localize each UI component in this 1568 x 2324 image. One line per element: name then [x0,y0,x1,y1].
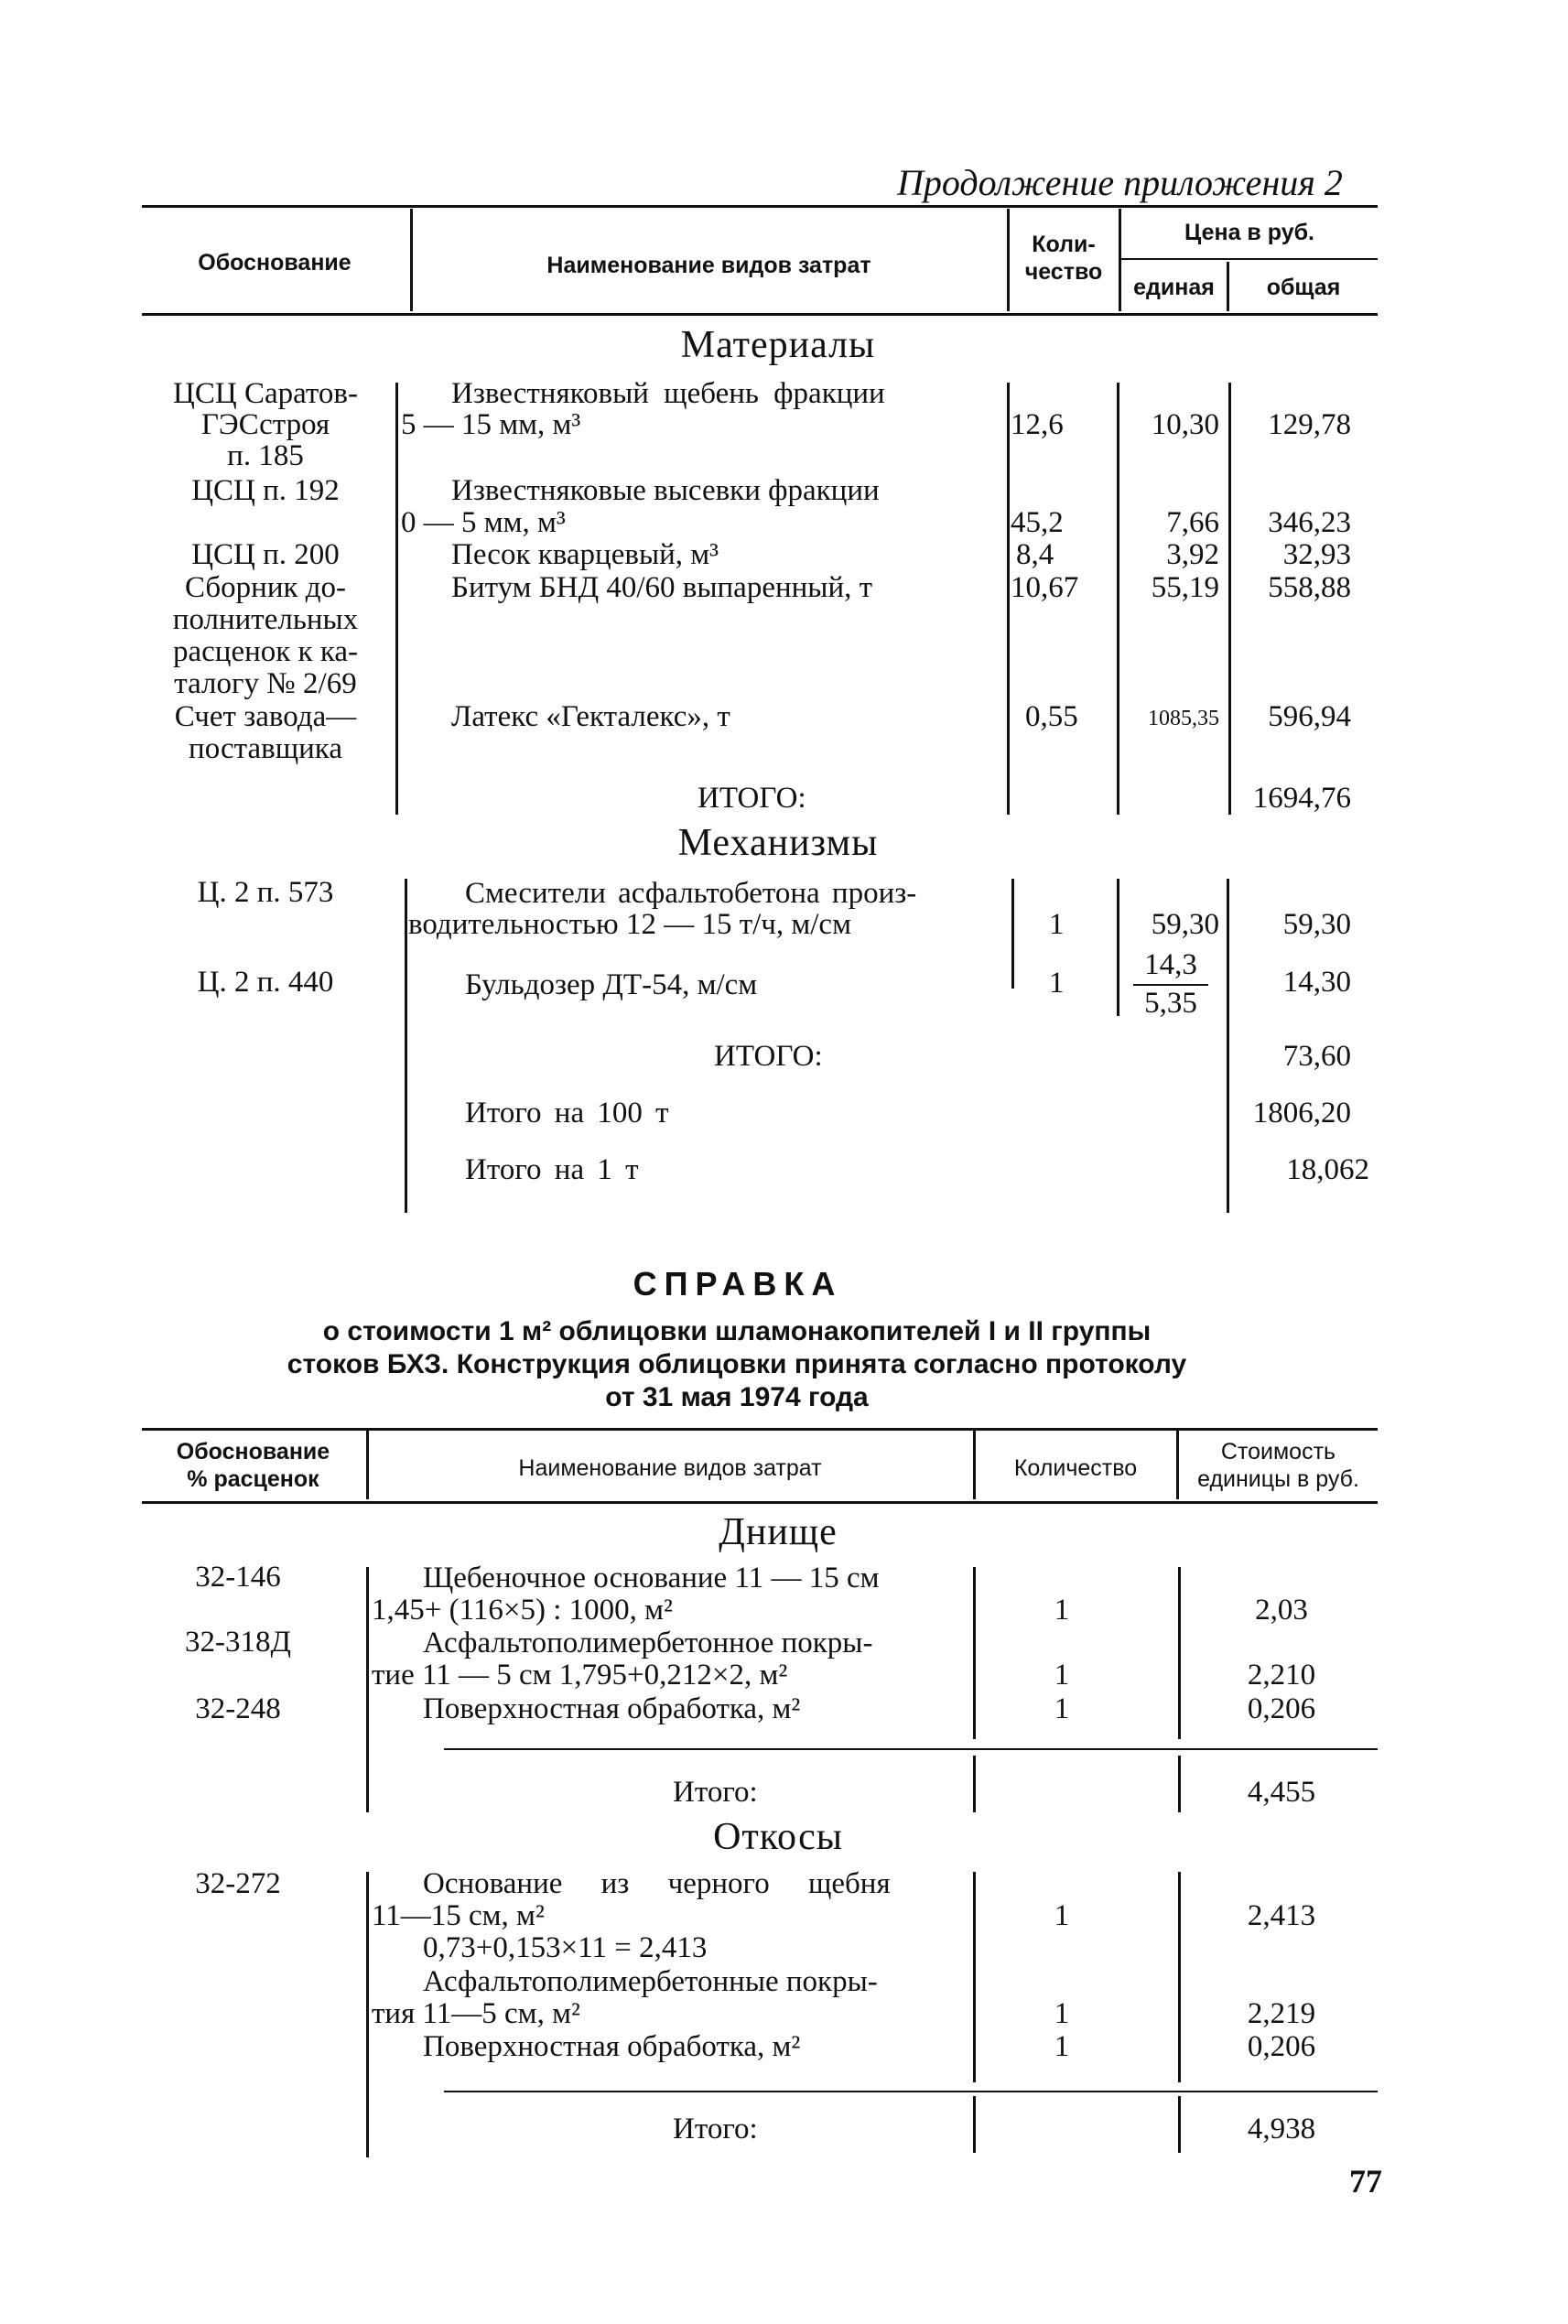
col-header-basis: Обоснование [176,1439,330,1465]
qty-cell: 1 [1054,1692,1070,1725]
total-price-cell: 558,88 [1268,571,1351,604]
mechanisms-divider [1227,879,1229,1213]
col-header-qty: Количество [1013,1455,1138,1481]
qty-cell: 1 [1049,967,1065,1000]
table1-top-rule [142,205,1378,208]
materials-total-value: 1694,76 [1252,782,1351,815]
qty-cell: 1 [1054,1899,1070,1932]
materials-divider [395,383,398,815]
mechanisms-divider [1011,879,1014,989]
table1-header-divider [410,209,413,311]
spravka-title: СПРАВКА [633,1265,843,1303]
unit-price-cell: 10,30 [1151,408,1219,441]
fraction-bar [1133,984,1208,986]
basis-cell: полнительных [172,603,359,636]
basis-cell: Ц. 2 п. 573 [197,876,334,909]
section-title-bottom: Днище [719,1511,838,1553]
basis-cell: Ц. 2 п. 440 [197,966,334,999]
bottom-divider [366,1567,369,1812]
name-cell: Поверхностная обработка, м² [423,1692,801,1725]
basis-cell: 32-318Д [185,1626,291,1659]
basis-cell: поставщика [189,732,342,765]
basis-cell: 32-146 [195,1561,281,1594]
basis-cell: ЦСЦ п. 192 [191,474,340,507]
name-cell: Известняковый щебень фракции [451,377,885,410]
name-cell: водительностью 12 — 15 т/ч, м/см [408,908,851,941]
qty-cell: 8,4 [1016,538,1054,571]
slopes-divider [1178,2096,1181,2153]
name-cell: 11—15 см, м² [372,1899,545,1932]
name-cell: Песок кварцевый, м³ [451,538,719,571]
spravka-subtitle: от 31 мая 1974 года [605,1382,869,1412]
slopes-subtotal-rule [444,2091,1378,2092]
name-cell: тия 11—5 см, м² [372,1997,580,2030]
total-price-cell: 32,93 [1282,538,1351,571]
qty-cell: 0,55 [1025,700,1078,733]
bottom-divider [1178,1756,1181,1812]
basis-cell: талогу № 2/69 [174,667,357,700]
bottom-divider [1178,1567,1181,1739]
basis-cell: п. 185 [227,439,304,472]
name-cell: Латекс «Гекталекс», т [451,700,730,733]
cost-cell: 0,206 [1247,1692,1316,1725]
name-cell: 1,45+ (116×5) : 1000, м² [372,1594,673,1627]
name-cell: Основание из черного щебня [423,1867,891,1900]
col-header-name: Наименование видов затрат [518,1455,822,1481]
cost-cell: 2,03 [1255,1594,1308,1627]
materials-divider [1117,383,1119,815]
unit-price-cell: 7,66 [1166,506,1219,539]
slopes-divider [1178,1872,1181,2082]
col-header-total: общая [1266,275,1341,300]
cost-cell: 2,219 [1247,1997,1316,2030]
mechanisms-total-value: 73,60 [1282,1040,1351,1073]
bottom-total-value: 4,455 [1247,1776,1316,1809]
qty-cell: 1 [1054,2030,1070,2063]
unit-price-cell: 55,19 [1151,571,1219,604]
unit-price-cell: 59,30 [1151,908,1219,941]
materials-divider [1228,383,1231,815]
mechanisms-total-label: ИТОГО: [714,1040,823,1073]
total-per-1t-label: Итого на 1 т [465,1153,639,1186]
basis-cell: 32-248 [195,1692,281,1725]
slopes-divider [366,1872,369,2157]
total-price-cell: 346,23 [1268,506,1351,539]
col-header-name: Наименование видов затрат [546,253,871,278]
total-price-cell: 596,94 [1268,700,1351,733]
basis-cell: Сборник до- [184,571,347,604]
qty-cell: 1 [1054,1659,1070,1692]
col-header-cost: Стоимость [1220,1439,1336,1465]
qty-cell: 12,6 [1011,408,1064,441]
table2-header-rule [142,1501,1378,1504]
section-title-slopes: Откосы [713,1816,843,1858]
col-header-price: Цена в руб. [1184,220,1314,245]
continuation-note: Продолжение приложения 2 [897,162,1343,203]
spravka-subtitle: о стоимости 1 м² облицовки шламонакопителей I и II группы [322,1316,1152,1346]
basis-cell: ГЭСстроя [200,408,330,441]
materials-total-label: ИТОГО: [697,782,806,815]
name-cell: тие 11 — 5 см 1,795+0,212×2, м² [372,1659,788,1692]
cost-cell: 0,206 [1247,2030,1316,2063]
col-header-cost: единицы в руб. [1197,1466,1359,1492]
qty-cell: 45,2 [1011,506,1064,539]
col-header-basis: Обоснование [198,250,351,276]
name-cell: Смесители асфальтобетона произ- [465,877,917,910]
col-header-qty: чество [1024,259,1103,285]
section-title-materials: Материалы [680,324,876,366]
name-cell: Асфальтополимербетонное покры- [423,1627,873,1659]
basis-cell: расценок к ка- [173,635,358,668]
total-price-cell: 59,30 [1282,908,1351,941]
slopes-divider [973,2096,976,2153]
name-cell: 5 — 15 мм, м³ [401,408,581,441]
bottom-subtotal-rule [444,1748,1378,1750]
qty-cell: 1 [1049,908,1065,941]
unit-price-fraction-numerator: 14,3 [1144,948,1197,981]
name-cell: Поверхностная обработка, м² [423,2030,801,2063]
cost-cell: 2,210 [1247,1659,1316,1692]
spravka-subtitle: стоков БХЗ. Конструкция облицовки принята согласно протоколу [287,1349,1187,1379]
bottom-divider [973,1567,976,1739]
total-per-100t-value: 1806,20 [1252,1097,1351,1130]
qty-cell: 10,67 [1011,571,1079,604]
name-cell: Щебеночное основание 11 — 15 см [423,1562,880,1594]
materials-divider [1007,383,1010,815]
total-per-100t-label: Итого на 100 т [465,1097,669,1130]
col-header-basis: % расценок [187,1466,319,1492]
basis-cell: ЦСЦ Саратов- [173,377,358,410]
table1-header-rule [142,313,1378,316]
bottom-total-label: Итого: [673,1776,758,1809]
total-per-1t-value: 18,062 [1286,1153,1369,1186]
mechanisms-divider [405,879,407,1213]
slopes-total-value: 4,938 [1247,2113,1316,2146]
mechanisms-divider [1117,879,1119,1016]
slopes-divider [973,1872,976,2082]
cost-cell: 2,413 [1247,1899,1316,1932]
slopes-total-label: Итого: [673,2113,758,2146]
table2-top-rule [142,1428,1378,1431]
table2-header-divider [366,1431,369,1499]
unit-price-cell: 1085,35 [1148,707,1219,730]
unit-price-cell: 3,92 [1166,538,1219,571]
total-price-cell: 129,78 [1268,408,1351,441]
basis-cell: 32-272 [195,1867,281,1900]
bottom-divider [973,1756,976,1812]
name-cell: Известняковые высевки фракции [451,474,880,507]
name-cell: Бульдозер ДТ-54, м/см [465,968,758,1001]
name-cell: 0 — 5 мм, м³ [401,506,566,539]
basis-cell: ЦСЦ п. 200 [191,538,340,571]
qty-cell: 1 [1054,1997,1070,2030]
section-title-mechanisms: Механизмы [677,822,879,864]
name-cell: Асфальтополимербетонные покры- [423,1965,878,1998]
price-subheader-rule [1119,258,1378,260]
col-header-qty: Коли- [1032,232,1096,257]
basis-cell: Счет завода— [174,700,357,733]
col-header-unit: единая [1133,275,1215,300]
total-price-cell: 14,30 [1282,966,1351,999]
name-cell: Битум БНД 40/60 выпаренный, т [451,571,873,604]
qty-cell: 1 [1054,1594,1070,1627]
page-number: 77 [1349,2163,1382,2200]
unit-price-fraction-denominator: 5,35 [1144,987,1197,1020]
name-cell: 0,73+0,153×11 = 2,413 [423,1931,708,1964]
